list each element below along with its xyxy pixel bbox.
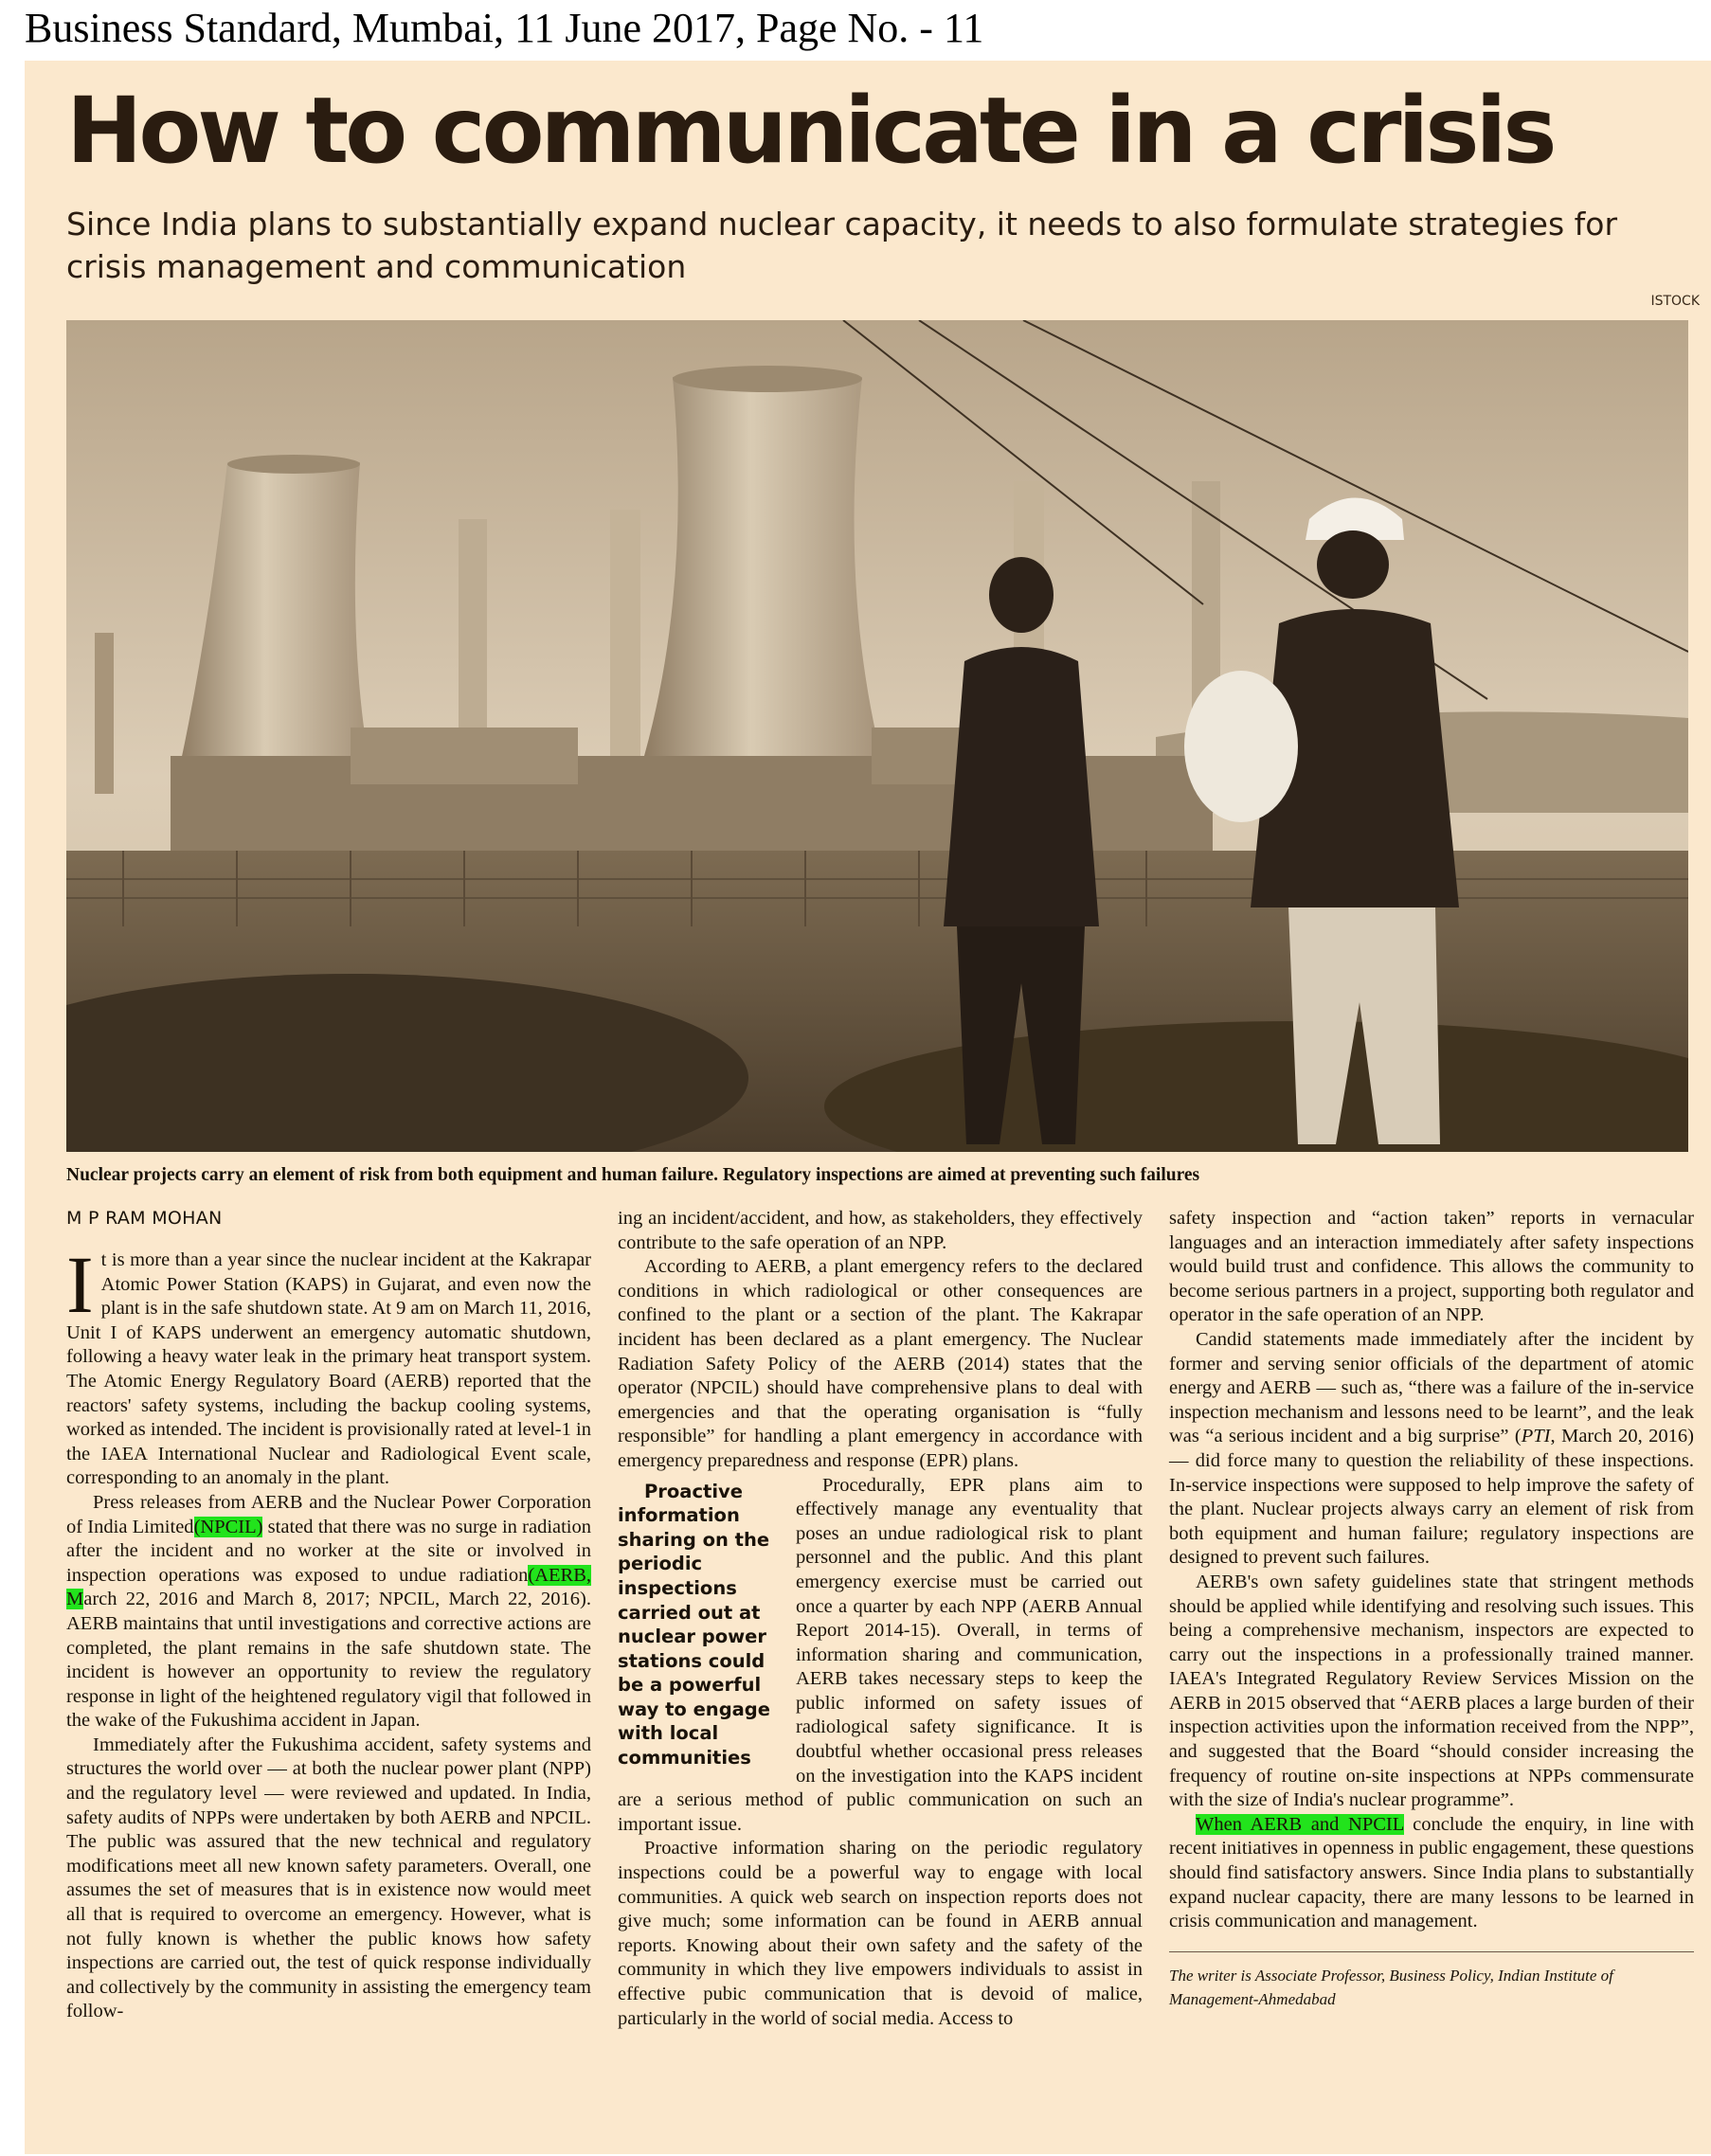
article-photo <box>66 320 1688 1152</box>
byline: M P RAM MOHAN <box>66 1208 223 1229</box>
nuclear-plant-photo <box>66 320 1688 1152</box>
highlight-npcil: (NPCIL) <box>193 1516 263 1537</box>
headline: How to communicate in a crisis <box>66 78 1554 184</box>
paragraph-4: ing an incident/accident, and how, as stakeholders, they effectively contribute to the safe operation of an NPP. <box>618 1208 1143 1253</box>
article-column-3 <box>1169 1207 1694 2011</box>
article-column-2 <box>618 1207 1143 2031</box>
highlight-aerb-npcil: When AERB and NPCIL <box>1196 1813 1404 1835</box>
drop-cap: I <box>66 1239 94 1330</box>
paragraph-6: Proactive information sharing on the periodic inspections carried out at nuclear power stations could be a powerful way to engage with local communities Procedurally, EPR plans aim to effectively manage any eventuality that poses an undue radiological risk to plant personnel and the public. And this plant emergency exercise must be carried out once a quarter by each NPP (AERB Annual Report 2014-15). Overall, in terms of information sharing and communication, AERB takes necessary steps to keep the public informed on safety issues of radiological safety significance. It is doubtful whether occasional press releases on the investigation into the KAPS incident are a serious method of public communication on such an important issue. <box>618 1474 1143 1835</box>
paragraph-11: When AERB and NPCIL conclude the enquiry, in line with recent initiatives in openness in public engagement, these questions should find satisfactory answers. Since India plans to substantially expand nuclear capacity, there are many lessons to be learned in crisis communication and management. <box>1169 1813 1694 1932</box>
paragraph-5: According to AERB, a plant emergency refers to the declared conditions in which radiological or other consequences are confined to the plant or a section of the plant. The Kakrapar incident has been declared as a plant emergency. The Nuclear Radiation Safety Policy of the AERB (2014) states that the operator (NPCIL) should have comprehensive plans to deal with emergencies and that the operating organisation is “fully responsible” for handling a plant emergency in accordance with emergency preparedness and response (EPR) plans. <box>618 1256 1143 1471</box>
pull-quote: Proactive information sharing on the periodic inspections carried out at nuclear power stations could be a powerful way to engage with local communities <box>618 1480 770 1770</box>
photo-credit: ISTOCK <box>1650 294 1700 309</box>
article-column-1 <box>66 1207 591 2024</box>
paragraph-8: safety inspection and “action taken” reports in vernacular languages and an interaction immediately after safety inspections would build trust and confidence. This allows the community to become serious partners in a project, supporting both regulator and operator in the safe operation of an NPP. <box>1169 1208 1694 1326</box>
source-line: Business Standard, Mumbai, 11 June 2017, Page No. - 11 <box>25 5 984 51</box>
paragraph-7: Proactive information sharing on the periodic regulatory inspections could be a powerful way to engage with local communities. A quick web search on inspection reports does not give much; some information can be found in AERB annual reports. Knowing about their own safety and the safety of the community in which they live empowers individuals to assist in effective pubic communication that is devoid of malice, particularly in the world of social media. Access to <box>618 1838 1143 2029</box>
author-note <box>1169 1951 1694 2011</box>
paragraph-1: It is more than a year since the nuclear incident at the Kakrapar Atomic Power Station (KAPS) in Gujarat, and even now the plant is in the safe shutdown state. At 9 am on March 11, 2016, Unit I of KAPS underwent an emergency automatic shutdown, following a heavy water leak in the primary heat transport system. The Atomic Energy Regulatory Board (AERB) reported that the reactors' safety systems, including the backup cooling systems, worked as intended. The incident is provisionally rated at level-1 in the IAEA International Nuclear and Radiological Event scale, corresponding to an anomaly in the plant. <box>66 1239 591 1489</box>
paragraph-2: Press releases from AERB and the Nuclear Power Corporation of India Limited(NPCIL) stated that there was no surge in radiation after the incident and no worker at the site or involved in inspection operations was exposed to undue radiation(AERB, March 22, 2016 and March 8, 2017; NPCIL, March 22, 2016). AERB maintains that until investigations and corrective actions are completed, the plant remains in the safe shutdown state. The incident is however an opportunity to review the regulatory response in light of the heightened regulatory vigil that followed in the wake of the Fukushima accident in Japan. <box>66 1491 592 1732</box>
author-footnote: The writer is Associate Professor, Business Policy, Indian Institute of Management-Ahmedabad <box>1169 1966 1613 2008</box>
standfirst: Since India plans to substantially expand nuclear capacity, it needs to also formulate strategies for crisis management and communication <box>66 206 1618 285</box>
paragraph-3: Immediately after the Fukushima accident, safety systems and structures the world over — at both the nuclear power plant (NPP) and the regulatory level — were reviewed and updated. In India, safety audits of NPPs were undertaken by both AERB and NPCIL. The public was assured that the new technical and regulatory modifications meet all new known safety parameters. Overall, one assumes the set of measures that is in existence now would meet all that is required to overcome an emergency. However, what is not fully known is whether the public knows how safety inspections are carried out, the test of quick response individually and collectively by the community in assisting the emergency team follow- <box>66 1734 591 2022</box>
highlight-aerb: (AERB, M <box>66 1564 591 1610</box>
paragraph-10: AERB's own safety guidelines state that stringent methods should be applied while identifying and resolving such issues. This being a comprehensive mechanism, inspectors are expected to carry out the inspections in a professionally trained manner. IAEA's Integrated Regulatory Review Services Mission on the AERB in 2015 observed that “AERB places a large burden of their inspection activities upon the information received from the NPP”, and suggested that the Board “should consider increasing the frequency of routine on-site inspections at NPPs commensurate with the size of India's nuclear programme”. <box>1169 1571 1694 1811</box>
paragraph-9: Candid statements made immediately after the incident by former and serving senior officials of the department of atomic energy and AERB — such as, “there was a failure of the in-service inspection mechanism and lessons need to be learnt”, and the leak was “a serious incident and a big surprise” (PTI, March 20, 2016) — did force many to question the reliability of these inspections. In-service inspections were supposed to help improve the safety of the plant. Nuclear projects always carry an element of risk from both equipment and human failure; regulatory inspections are designed to prevent such failures. <box>1169 1328 1694 1569</box>
newspaper-page <box>25 61 1711 2154</box>
photo-caption: Nuclear projects carry an element of risk from both equipment and human failure. Regulatory inspections are aimed at preventing such failures <box>66 1165 1200 1185</box>
